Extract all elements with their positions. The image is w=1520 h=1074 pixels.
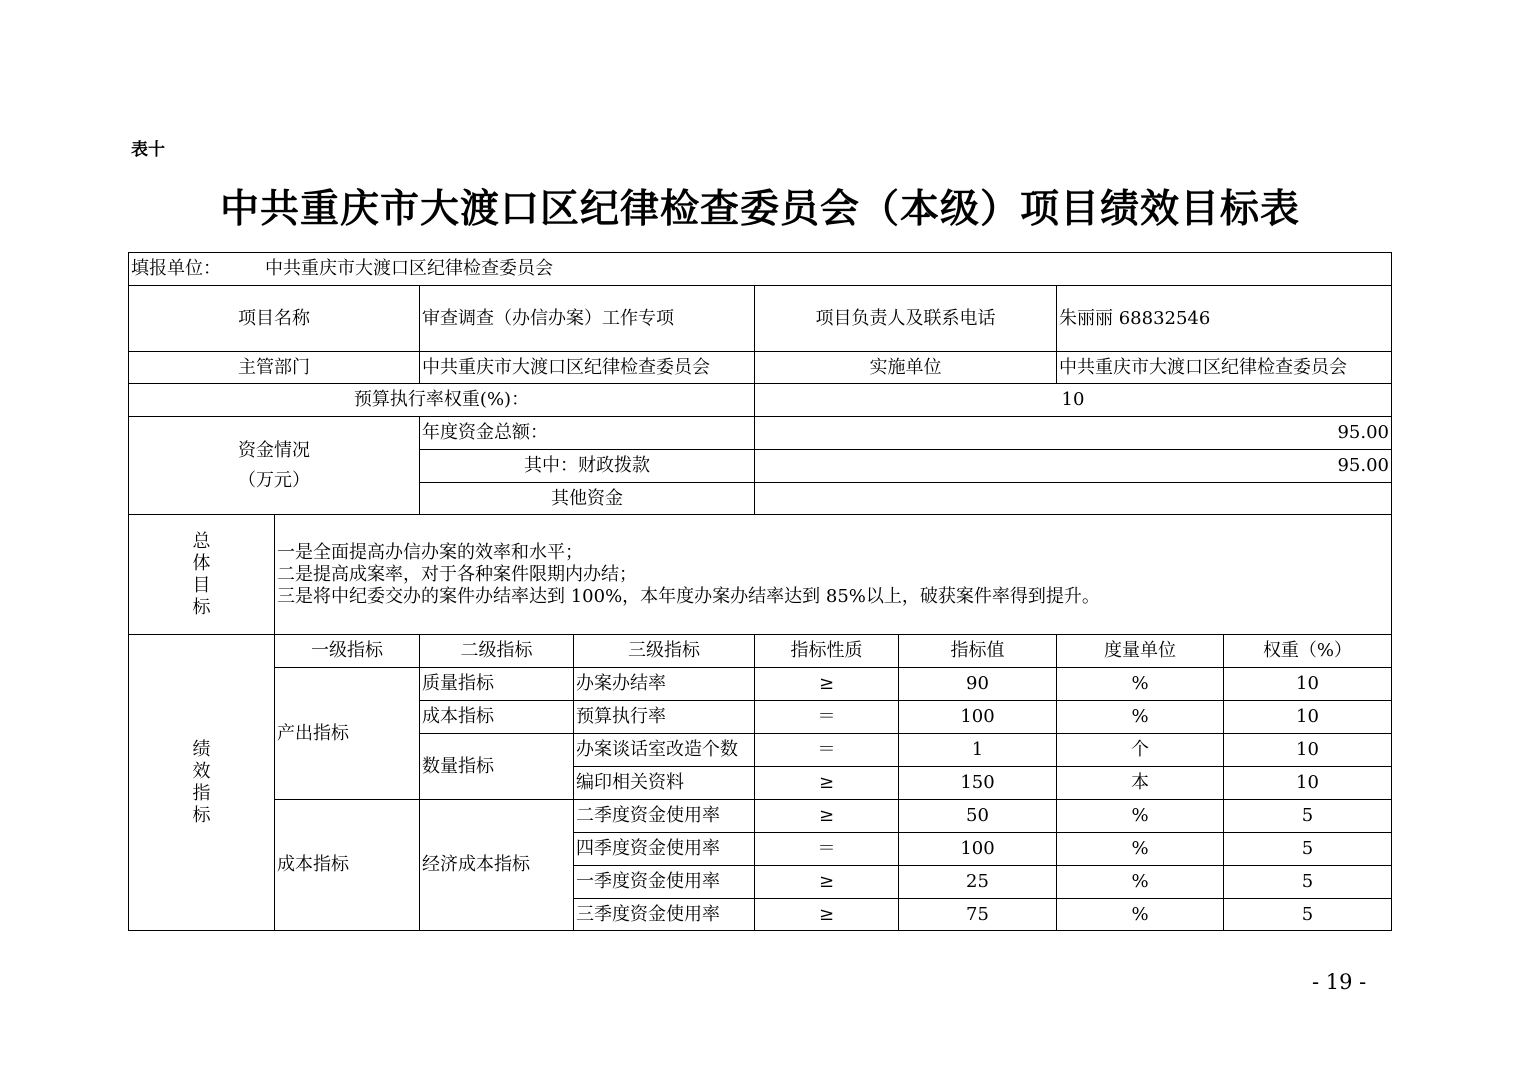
weight-cell: 10 [1224, 701, 1392, 734]
unit-cell: % [1057, 701, 1224, 734]
project-name-value: 审查调查（办信办案）工作专项 [420, 286, 755, 352]
table-row [129, 668, 1392, 701]
overall-goals-label [129, 515, 275, 635]
budget-weight-row [129, 384, 1392, 417]
value-cell: 100 [899, 833, 1057, 866]
fill-unit-value: 中共重庆市大渡口区纪律检查委员会 [265, 258, 553, 279]
goals-label-char: 标 [192, 596, 211, 618]
unit-cell: % [1057, 800, 1224, 833]
table-row [129, 800, 1392, 833]
level3-cell: 一季度资金使用率 [574, 866, 755, 899]
weight-cell: 10 [1224, 668, 1392, 701]
funds-fiscal-value: 95.00 [755, 450, 1392, 483]
value-cell: 75 [899, 899, 1057, 931]
overall-goals-content [275, 515, 1392, 635]
performance-target-table [128, 252, 1392, 931]
budget-weight-label: 预算执行率权重(%)： [129, 384, 755, 417]
goals-label-char: 体 [192, 552, 211, 574]
level2-cell: 数量指标 [420, 734, 574, 800]
budget-weight-value: 10 [755, 384, 1392, 417]
indicators-label-char: 效 [192, 760, 211, 782]
goal-line: 一是全面提高办信办案的效率和水平； [277, 541, 583, 563]
header-level1: 一级指标 [275, 635, 420, 668]
weight-cell: 10 [1224, 734, 1392, 767]
header-unit: 度量单位 [1057, 635, 1224, 668]
level3-cell: 三季度资金使用率 [574, 899, 755, 931]
project-name-row [129, 286, 1392, 352]
indicators-label-char: 标 [192, 804, 211, 826]
goals-label-char: 总 [192, 530, 211, 552]
value-cell: 1 [899, 734, 1057, 767]
level2-cell: 经济成本指标 [420, 800, 574, 931]
header-value: 指标值 [899, 635, 1057, 668]
header-level3: 三级指标 [574, 635, 755, 668]
value-cell: 150 [899, 767, 1057, 800]
level3-cell: 预算执行率 [574, 701, 755, 734]
project-owner-value: 朱丽丽 68832546 [1057, 286, 1392, 352]
indicators-header-row [129, 635, 1392, 668]
document-title: 中共重庆市大渡口区纪律检查委员会（本级）项目绩效目标表 [219, 187, 1300, 232]
unit-cell: % [1057, 899, 1224, 931]
nature-cell: ≥ [755, 767, 899, 800]
funds-other-label: 其他资金 [420, 483, 755, 515]
unit-cell: % [1057, 668, 1224, 701]
header-level2: 二级指标 [420, 635, 574, 668]
level3-cell: 编印相关资料 [574, 767, 755, 800]
nature-cell: ＝ [755, 833, 899, 866]
fill-unit-row [129, 253, 1392, 286]
funds-label [129, 417, 420, 515]
department-label: 主管部门 [129, 352, 420, 384]
funds-total-value: 95.00 [755, 417, 1392, 450]
value-cell: 25 [899, 866, 1057, 899]
nature-cell: ≥ [755, 800, 899, 833]
nature-cell: ≥ [755, 899, 899, 931]
funds-other-value [755, 483, 1392, 515]
weight-cell: 5 [1224, 800, 1392, 833]
level3-cell: 办案谈话室改造个数 [574, 734, 755, 767]
level2-cell: 质量指标 [420, 668, 574, 701]
weight-cell: 10 [1224, 767, 1392, 800]
value-cell: 50 [899, 800, 1057, 833]
header-nature: 指标性质 [755, 635, 899, 668]
nature-cell: ＝ [755, 701, 899, 734]
header-weight: 权重（%） [1224, 635, 1392, 668]
unit-cell: % [1057, 866, 1224, 899]
level3-cell: 四季度资金使用率 [574, 833, 755, 866]
implementing-unit-value: 中共重庆市大渡口区纪律检查委员会 [1057, 352, 1392, 384]
funds-label-line2: （万元） [238, 469, 310, 491]
department-value: 中共重庆市大渡口区纪律检查委员会 [420, 352, 755, 384]
department-row [129, 352, 1392, 384]
overall-goals-row [129, 515, 1392, 635]
funds-fiscal-label: 其中：财政拨款 [420, 450, 755, 483]
table-label: 表十 [131, 140, 165, 160]
indicators-label-char: 指 [192, 782, 211, 804]
level1-cell: 成本指标 [275, 800, 420, 931]
nature-cell: ≥ [755, 668, 899, 701]
weight-cell: 5 [1224, 899, 1392, 931]
fill-unit-cell [129, 253, 1392, 286]
page-number: - 19 - [1312, 970, 1367, 994]
fill-unit-label: 填报单位： [131, 258, 221, 279]
funds-total-label: 年度资金总额： [420, 417, 755, 450]
level2-cell: 成本指标 [420, 701, 574, 734]
project-name-label: 项目名称 [129, 286, 420, 352]
unit-cell: 本 [1057, 767, 1224, 800]
goal-line: 二是提高成案率，对于各种案件限期内办结； [277, 563, 637, 585]
weight-cell: 5 [1224, 833, 1392, 866]
nature-cell: ＝ [755, 734, 899, 767]
indicators-label [129, 635, 275, 931]
level1-cell: 产出指标 [275, 668, 420, 800]
nature-cell: ≥ [755, 866, 899, 899]
indicators-label-char: 绩 [192, 738, 211, 760]
weight-cell: 5 [1224, 866, 1392, 899]
funds-total-row [129, 417, 1392, 450]
value-cell: 90 [899, 668, 1057, 701]
funds-label-line1: 资金情况 [238, 439, 310, 461]
level3-cell: 二季度资金使用率 [574, 800, 755, 833]
goals-label-char: 目 [192, 574, 211, 596]
project-owner-label: 项目负责人及联系电话 [755, 286, 1057, 352]
level3-cell: 办案办结率 [574, 668, 755, 701]
unit-cell: 个 [1057, 734, 1224, 767]
value-cell: 100 [899, 701, 1057, 734]
unit-cell: % [1057, 833, 1224, 866]
goal-line: 三是将中纪委交办的案件办结率达到 100%，本年度办案办结率达到 85%以上，破获案件率得到提升。 [277, 585, 1100, 607]
implementing-unit-label: 实施单位 [755, 352, 1057, 384]
